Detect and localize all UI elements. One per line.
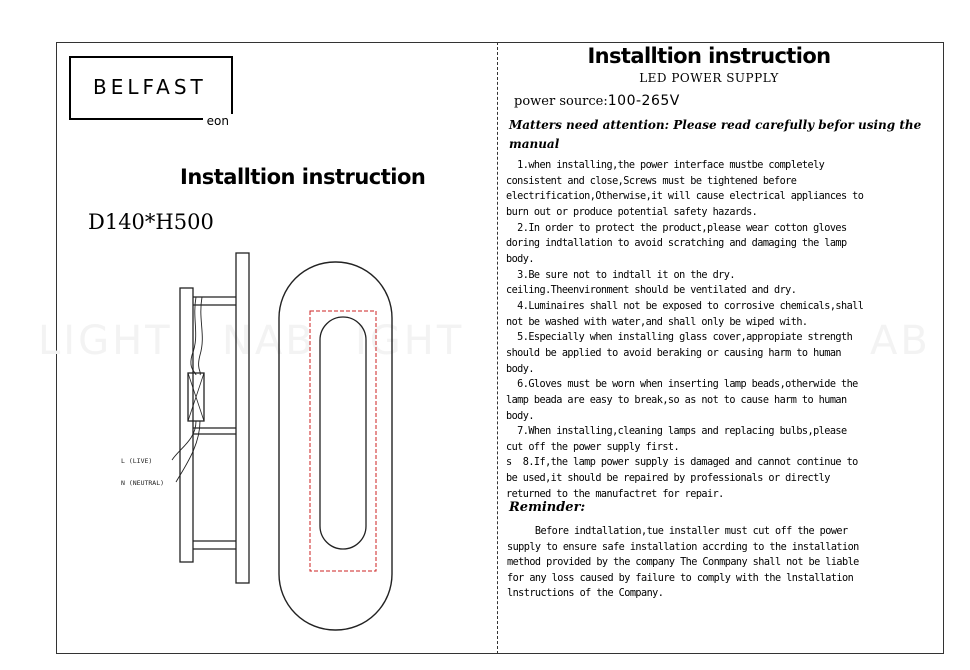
label-neutral: N (NEUTRAL) bbox=[121, 479, 165, 487]
left-title: Installtion instruction bbox=[180, 165, 426, 189]
right-title: Installtion instruction bbox=[587, 44, 831, 68]
brand-sub: eon bbox=[203, 114, 233, 128]
watermark-text: LIGHT bbox=[38, 318, 173, 364]
lamp-outline bbox=[279, 262, 392, 630]
inner-slot bbox=[320, 317, 366, 549]
brand-name: BELFAST bbox=[93, 75, 207, 99]
power-label: power source: bbox=[514, 94, 608, 109]
reminder-heading: Reminder: bbox=[509, 500, 586, 515]
power-value: 100-265V bbox=[607, 93, 680, 109]
watermark-text: NAB bbox=[222, 318, 316, 364]
instruction-list: 1.when installing,the power interface mustbe completely consistent and close,Screws must be tightened before electrification,Otherwise,it will cause electrical appliances to burn out or produce potential safety hazards. 2.In order to protect the product,please wear cotton gloves doring indtallation to avoid scratching and damaging the lamp body. 3.Be sure not to indtall it on the dry. ceiling.Theenvironment should be ventilated and dry. 4.Luminaires shall not be exposed to corrosive chemicals,shall not be washed with water,and shall only be wiped with. 5.Especially when installing glass cover,appropiate strength should be applied to avoid beraking or causing harm to human body. 6.Gloves must be worn when inserting lamp beads,otherwide the lamp beada are easy to break,so as not to cause harm to human body. 7.When installing,cleaning lamps and replacing bulbs,please cut off the power supply first. s 8.If,the lamp power supply is damaged and cannot continue to be used,it should be repaired by professionals or directly returned to the manufactret for repair. bbox=[506, 160, 864, 500]
front-view bbox=[279, 262, 392, 630]
wire-path bbox=[199, 297, 203, 375]
watermark-text: AB bbox=[870, 318, 931, 364]
label-live: L (LIVE) bbox=[121, 457, 153, 465]
dimensions: D140*H500 bbox=[88, 210, 214, 234]
right-subtitle: LED POWER SUPPLY bbox=[639, 71, 779, 85]
side-plate bbox=[236, 253, 249, 583]
watermark-text: IGHT bbox=[355, 318, 465, 364]
wall-box bbox=[180, 288, 193, 562]
attention-heading: Matters need attention: Please read carefully befor using the manual bbox=[509, 118, 922, 151]
side-view bbox=[172, 253, 249, 583]
power-source bbox=[514, 93, 680, 109]
reminder-text: Before indtallation,tue installer must cut off the power supply to ensure safe installation accrding to the installation method provided by the company The Conmpany shall not be liable for any loss caused by failure to comply with the lnstallation lnstructions of the Company. bbox=[507, 526, 859, 599]
